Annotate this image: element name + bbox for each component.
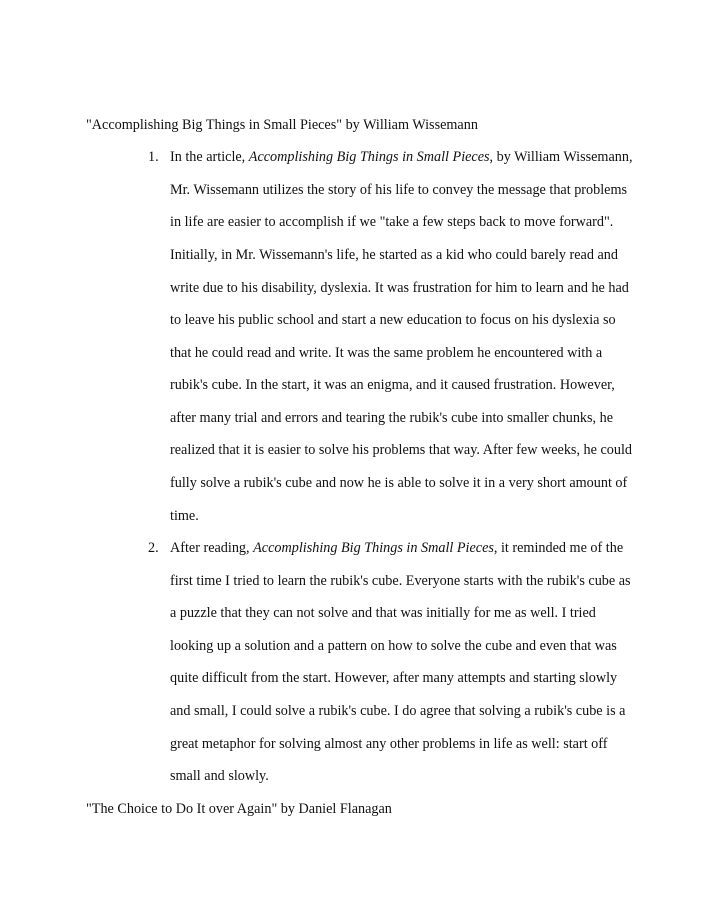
list-item-2-first-line-post: , it reminded me of the <box>493 540 624 556</box>
list-item-2-line: a puzzle that they can not solve and that was initially for me as well. I tried <box>170 605 596 621</box>
list-item-1-line: fully solve a rubik's cube and now he is able to solve it in a very short amount of <box>170 475 628 491</box>
list-item-1-line: realized that it is easier to solve his problems that way. After few weeks, he could <box>170 442 632 458</box>
list-item-2-line: looking up a solution and a pattern on how to solve the cube and even that was <box>170 638 617 654</box>
list-item-number-2: 2. <box>148 540 159 556</box>
list-item-1-line: rubik's cube. In the start, it was an enigma, and it caused frustration. However, <box>170 377 615 393</box>
list-item-number-1: 1. <box>148 149 159 165</box>
list-item-1-first-line <box>170 148 633 166</box>
list-item-1-first-line-post: , by William Wissemann, <box>489 149 633 165</box>
section-heading-wissemann: "Accomplishing Big Things in Small Pieces" by William Wissemann <box>86 117 478 133</box>
list-item-1-line: time. <box>170 508 199 524</box>
list-item-2-first-line <box>170 539 623 557</box>
article-title-italic: Accomplishing Big Things in Small Pieces <box>248 149 490 165</box>
list-item-2-line: and small, I could solve a rubik's cube. I do agree that solving a rubik's cube is a <box>170 703 626 719</box>
section-heading-flanagan: "The Choice to Do It over Again" by Daniel Flanagan <box>86 801 392 817</box>
list-item-1-line: in life are easier to accomplish if we "take a few steps back to move forward". <box>170 214 614 230</box>
list-item-2-first-line-pre: After reading, <box>170 540 254 556</box>
list-item-1-line: Mr. Wissemann utilizes the story of his life to convey the message that problems <box>170 182 628 198</box>
list-item-2-line: small and slowly. <box>170 768 269 784</box>
list-item-1-first-line-pre: In the article, <box>170 149 249 165</box>
list-item-1-line: after many trial and errors and tearing the rubik's cube into smaller chunks, he <box>170 410 614 426</box>
list-item-2-line: great metaphor for solving almost any other problems in life as well: start off <box>170 736 608 752</box>
list-item-1-line: write due to his disability, dyslexia. It was frustration for him to learn and he had <box>170 280 629 296</box>
list-item-2-line: quite difficult from the start. However, after many attempts and starting slowly <box>170 670 618 686</box>
list-item-2-line: first time I tried to learn the rubik's cube. Everyone starts with the rubik's cube as <box>170 573 631 589</box>
list-item-1-line: that he could read and write. It was the same problem he encountered with a <box>170 345 603 361</box>
list-item-1-line: Initially, in Mr. Wissemann's life, he started as a kid who could barely read and <box>170 247 618 263</box>
list-item-1-line: to leave his public school and start a new education to focus on his dyslexia so <box>170 312 616 328</box>
article-title-italic: Accomplishing Big Things in Small Pieces <box>253 540 494 556</box>
